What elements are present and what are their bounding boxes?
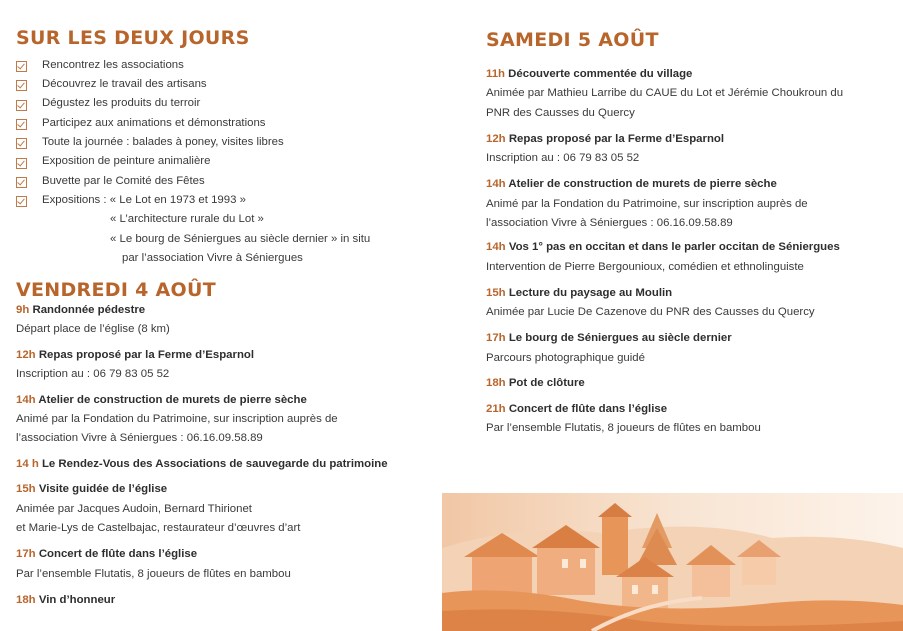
event-detail: et Marie-Lys de Castelbajac, restaurateur d’œuvres d’art bbox=[16, 522, 301, 534]
event-name: Le Rendez-Vous des Associations de sauvegarde du patrimoine bbox=[41, 458, 388, 470]
event-time: 15h bbox=[16, 483, 36, 495]
list-item: Participez aux animations et démonstrations bbox=[42, 117, 266, 129]
event-name: Repas proposé par la Ferme d’Esparnol bbox=[38, 349, 255, 361]
event-name: Vos 1° pas en occitan et dans le parler occitan de Séniergues bbox=[508, 241, 840, 253]
event-name: Atelier de construction de murets de pierre sèche bbox=[508, 178, 777, 190]
event-title bbox=[486, 133, 724, 145]
event-detail: Départ place de l’église (8 km) bbox=[16, 323, 170, 335]
list-item: Dégustez les produits du terroir bbox=[42, 97, 201, 109]
event-time: 18h bbox=[16, 594, 36, 606]
event-time: 14 h bbox=[16, 458, 39, 470]
event-time: 17h bbox=[16, 548, 36, 560]
event-title bbox=[16, 349, 254, 361]
event-title bbox=[16, 483, 167, 495]
checkbox-icon bbox=[16, 80, 27, 91]
list-item: Expositions : « Le Lot en 1973 et 1993 » bbox=[42, 194, 246, 206]
checkbox-icon bbox=[16, 61, 27, 72]
event-name: Découverte commentée du village bbox=[508, 68, 693, 80]
event-name: Repas proposé par la Ferme d’Esparnol bbox=[508, 133, 725, 145]
section-title-both-days: SUR LES DEUX JOURS bbox=[16, 27, 250, 49]
event-detail: l’association Vivre à Séniergues : 06.16.09.58.89 bbox=[486, 217, 733, 229]
event-detail: l’association Vivre à Séniergues : 06.16.09.58.89 bbox=[16, 432, 263, 444]
checkbox-icon bbox=[16, 138, 27, 149]
event-time: 12h bbox=[16, 349, 36, 361]
event-time: 15h bbox=[486, 287, 506, 299]
event-detail: PNR des Causses du Quercy bbox=[486, 107, 635, 119]
event-title bbox=[486, 287, 672, 299]
event-name: Atelier de construction de murets de pierre sèche bbox=[38, 394, 307, 406]
event-title bbox=[486, 403, 667, 415]
event-name: Lecture du paysage au Moulin bbox=[508, 287, 673, 299]
event-detail: Animée par Lucie De Cazenove du PNR des Causses du Quercy bbox=[486, 306, 815, 318]
event-title bbox=[16, 394, 307, 406]
event-title bbox=[16, 594, 115, 606]
event-title bbox=[16, 548, 197, 560]
checkbox-icon bbox=[16, 158, 27, 169]
list-item: Buvette par le Comité des Fêtes bbox=[42, 175, 205, 187]
event-detail: Inscription au : 06 79 83 05 52 bbox=[486, 152, 640, 164]
event-detail: Animé par la Fondation du Patrimoine, sur inscription auprès de bbox=[486, 198, 808, 210]
event-time: 11h bbox=[486, 68, 505, 80]
event-detail: Animée par Mathieu Larribe du CAUE du Lot et Jérémie Choukroun du bbox=[486, 87, 844, 99]
event-name: Pot de clôture bbox=[508, 377, 585, 389]
list-item-sub: « Le bourg de Séniergues au siècle dernier » in situ bbox=[110, 233, 371, 245]
checkbox-icon bbox=[16, 196, 27, 207]
event-time: 14h bbox=[486, 241, 506, 253]
list-item-sub: par l’association Vivre à Séniergues bbox=[122, 252, 303, 264]
event-time: 9h bbox=[16, 304, 30, 316]
event-time: 14h bbox=[16, 394, 36, 406]
event-name: Le bourg de Séniergues au siècle dernier bbox=[508, 332, 732, 344]
event-detail: Animée par Jacques Audoin, Bernard Thirionet bbox=[16, 503, 252, 515]
list-item-sub: « L’architecture rurale du Lot » bbox=[110, 213, 264, 225]
event-time: 14h bbox=[486, 178, 506, 190]
event-title bbox=[486, 68, 692, 80]
event-detail: Par l’ensemble Flutatis, 8 joueurs de flûtes en bambou bbox=[16, 568, 291, 580]
checkbox-icon bbox=[16, 177, 27, 188]
list-item: Exposition de peinture animalière bbox=[42, 155, 211, 167]
checkbox-icon bbox=[16, 119, 27, 130]
event-name: Randonnée pédestre bbox=[32, 304, 146, 316]
event-detail: Animé par la Fondation du Patrimoine, sur inscription auprès de bbox=[16, 413, 338, 425]
event-time: 12h bbox=[486, 133, 506, 145]
list-item: Découvrez le travail des artisans bbox=[42, 78, 207, 90]
event-title bbox=[486, 332, 732, 344]
event-detail: Intervention de Pierre Bergounioux, comédien et ethnolinguiste bbox=[486, 261, 804, 273]
checkbox-icon bbox=[16, 100, 27, 111]
event-title bbox=[486, 178, 777, 190]
section-title-saturday: SAMEDI 5 AOÛT bbox=[486, 29, 659, 51]
event-detail: Parcours photographique guidé bbox=[486, 352, 645, 364]
event-title bbox=[486, 241, 840, 253]
event-time: 17h bbox=[486, 332, 506, 344]
list-item: Toute la journée : balades à poney, visites libres bbox=[42, 136, 284, 148]
event-name: Concert de flûte dans l’église bbox=[508, 403, 668, 415]
event-name: Visite guidée de l’église bbox=[38, 483, 168, 495]
event-detail: Par l’ensemble Flutatis, 8 joueurs de flûtes en bambou bbox=[486, 422, 761, 434]
event-name: Concert de flûte dans l’église bbox=[38, 548, 198, 560]
event-name: Vin d’honneur bbox=[38, 594, 116, 606]
village-illustration bbox=[442, 493, 903, 631]
event-detail: Inscription au : 06 79 83 05 52 bbox=[16, 368, 170, 380]
event-time: 21h bbox=[486, 403, 506, 415]
event-title bbox=[16, 458, 388, 470]
event-title bbox=[486, 377, 585, 389]
event-time: 18h bbox=[486, 377, 506, 389]
list-item: Rencontrez les associations bbox=[42, 59, 184, 71]
section-title-friday: VENDREDI 4 AOÛT bbox=[16, 279, 217, 301]
event-title bbox=[16, 304, 145, 316]
